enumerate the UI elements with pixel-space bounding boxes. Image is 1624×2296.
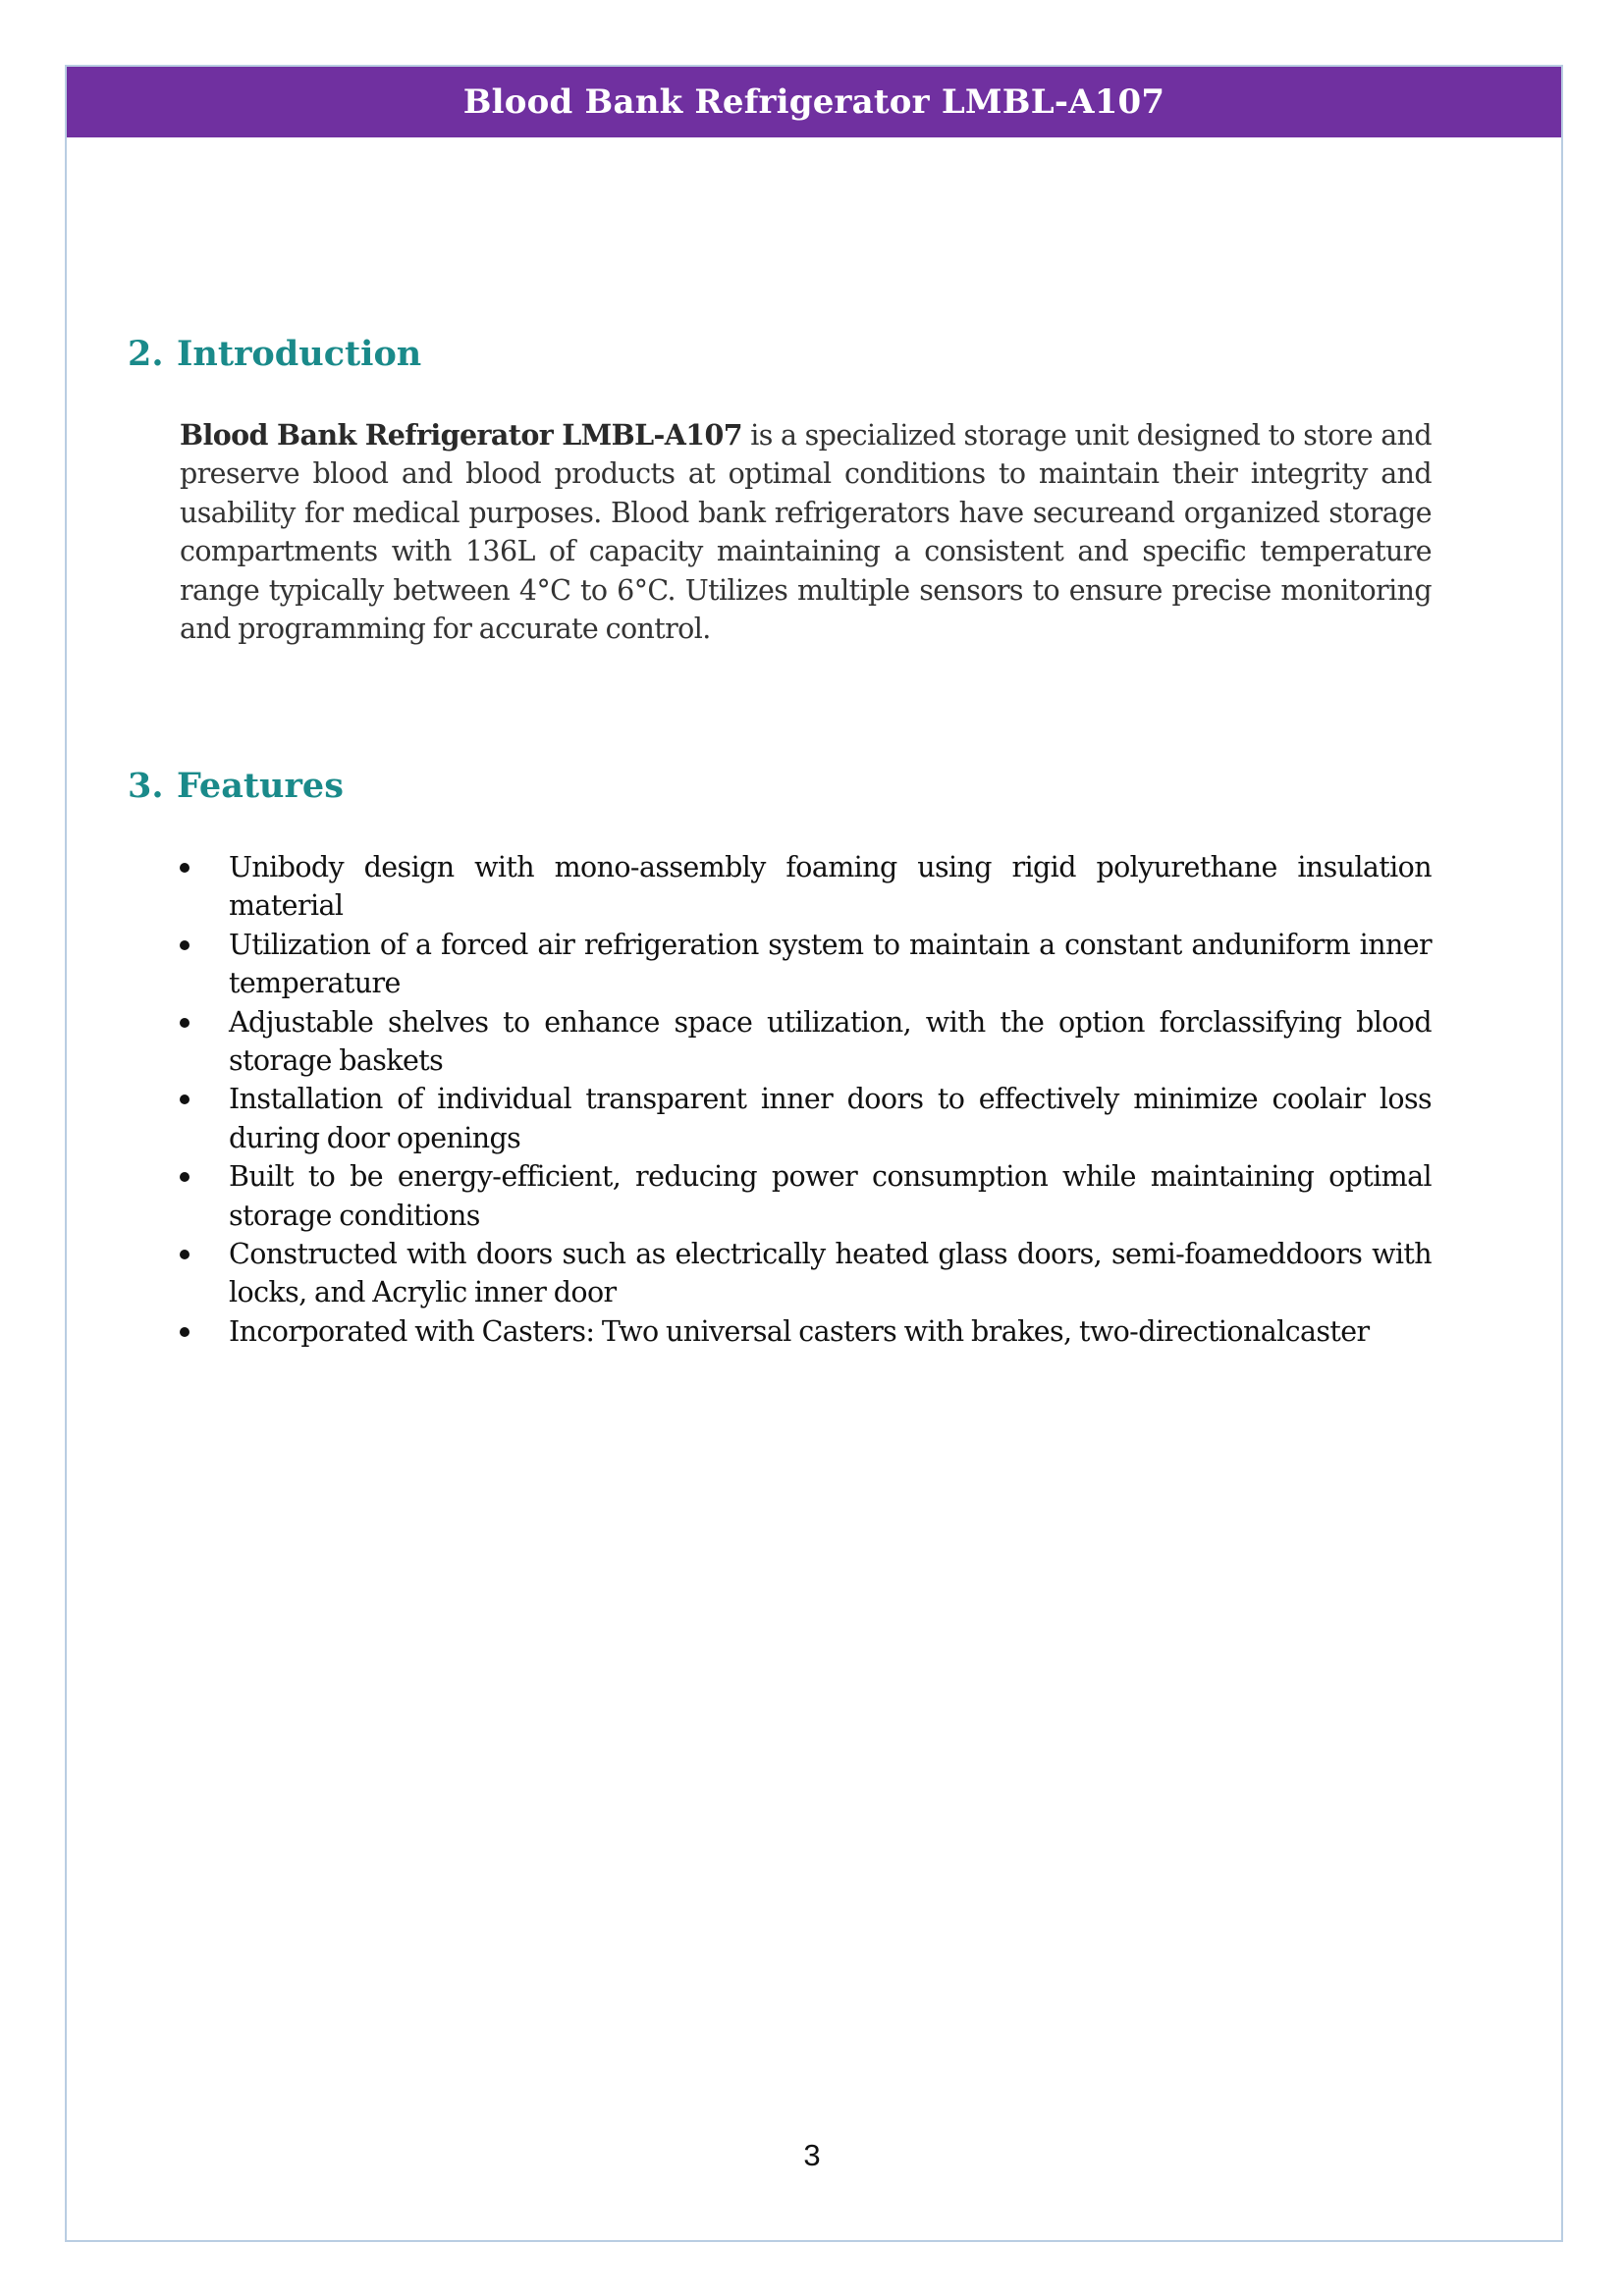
feature-text: Utilization of a forced air refrigeration system to maintain a constant anduniform inner temperature — [229, 928, 1432, 1000]
feature-text: Installation of individual transparent inner doors to effectively minimize coolair loss during door openings — [229, 1083, 1432, 1154]
list-item — [180, 1235, 1432, 1312]
features-title: Features — [177, 766, 344, 806]
page-number: 3 — [803, 2138, 821, 2172]
bullet-icon — [180, 1250, 189, 1259]
bullet-icon — [180, 863, 189, 873]
list-item — [180, 1003, 1432, 1081]
features-heading — [128, 766, 344, 806]
bullet-icon — [180, 1095, 189, 1104]
list-item — [180, 1312, 1432, 1351]
features-number: 3. — [128, 766, 164, 806]
list-item — [180, 926, 1432, 1003]
feature-text: Constructed with doors such as electrically heated glass doors, semi-foameddoors with locks, and Acrylic inner door — [229, 1238, 1432, 1309]
bullet-icon — [180, 1018, 189, 1028]
feature-text: Unibody design with mono-assembly foaming using rigid polyurethane insulation material — [229, 851, 1432, 923]
list-item — [180, 1157, 1432, 1235]
introduction-heading — [128, 334, 421, 374]
list-item — [180, 1080, 1432, 1157]
feature-text: Incorporated with Casters: Two universal casters with brakes, two-directionalcaster — [229, 1314, 1370, 1348]
list-item — [180, 848, 1432, 926]
bullet-icon — [180, 1327, 189, 1337]
bullet-icon — [180, 940, 189, 950]
feature-text: Adjustable shelves to enhance space utilization, with the option forclassifying blood storage baskets — [229, 1005, 1432, 1078]
introduction-body: is a specialized storage unit designed to store and preserve blood and blood products at optimal conditions to maintain their integrity and usability for medical purposes. Blood bank refrigerators have secureand organized storage compartments with 136L of capacity maintaining a consistent and specific temperature range typically between 4°C to 6°C. Utilizes multiple sensors to ensure precise monitoring and programming for accurate control. — [180, 419, 1432, 646]
introduction-title: Introduction — [177, 334, 422, 374]
feature-text: Built to be energy-efficient, reducing power consumption while maintaining optimal storage conditions — [229, 1160, 1432, 1232]
features-list — [180, 848, 1432, 1351]
introduction-number: 2. — [128, 334, 164, 374]
bullet-icon — [180, 1172, 189, 1182]
header-bar — [67, 67, 1561, 137]
document-title: Blood Bank Refrigerator LMBL-A107 — [462, 82, 1165, 122]
introduction-paragraph — [180, 416, 1432, 648]
introduction-lead-bold: Blood Bank Refrigerator LMBL-A107 — [180, 418, 742, 452]
